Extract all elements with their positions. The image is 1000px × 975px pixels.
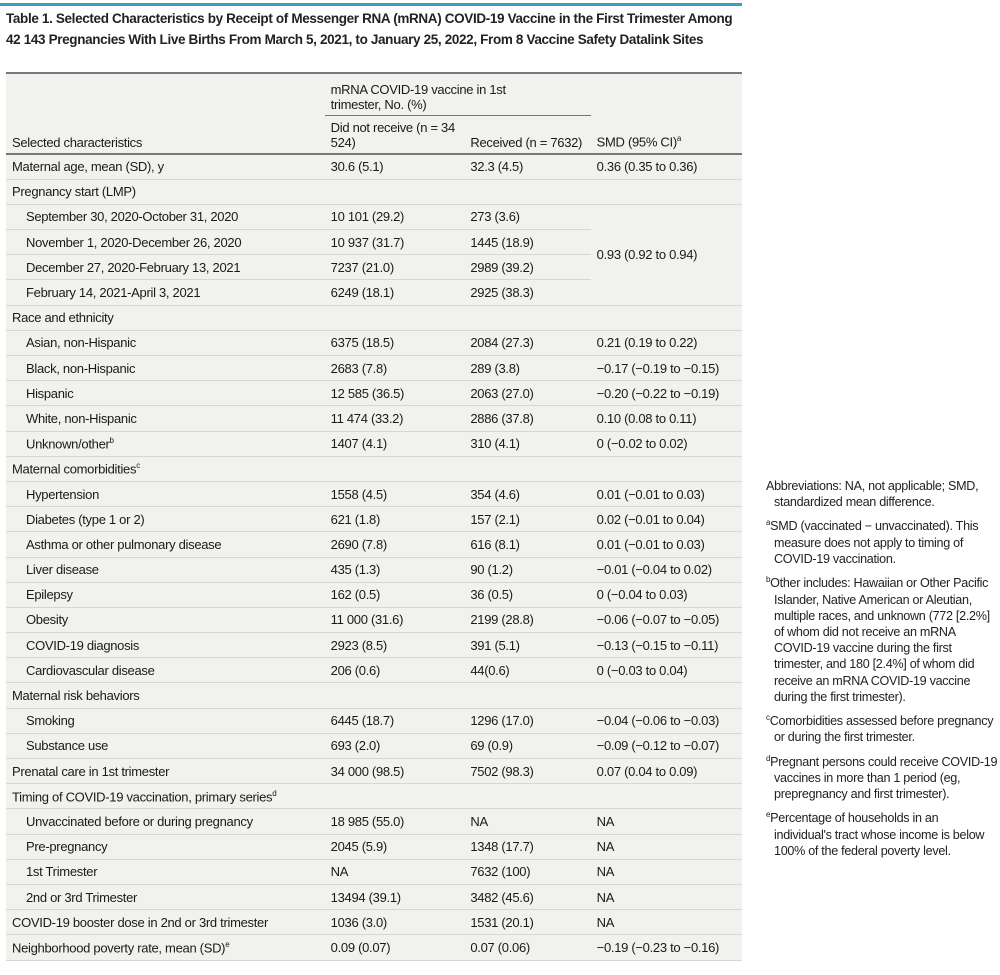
row-label — [6, 910, 325, 935]
row-label — [6, 658, 325, 683]
row-label-text: November 1, 2020-December 26, 2020 — [26, 234, 242, 250]
row-label-text: Hypertension — [26, 486, 99, 502]
received-cell: 1531 (20.1) — [464, 910, 590, 935]
received-cell: 0.07 (0.06) — [464, 935, 590, 960]
row-label — [6, 935, 325, 960]
table-row — [6, 381, 742, 406]
did-not-receive-cell: 30.6 (5.1) — [325, 154, 465, 180]
footnote — [766, 807, 998, 859]
row-label-text: Unknown/other — [26, 436, 110, 452]
empty-cell — [325, 456, 742, 481]
empty-cell — [325, 784, 742, 809]
received-cell: 36 (0.5) — [464, 582, 590, 607]
row-label — [6, 179, 325, 204]
row-label-text: Maternal comorbidities — [12, 461, 137, 477]
empty-cell — [325, 683, 742, 708]
footnote-text: Percentage of households in an individual's tract whose income is below 100% of the federal poverty level. — [770, 811, 985, 858]
row-label-text: Smoking — [26, 713, 75, 729]
footnote-mark: d — [272, 788, 277, 798]
characteristics-table — [6, 72, 742, 961]
row-label-text: Asian, non-Hispanic — [26, 335, 136, 351]
did-not-receive-cell: 12 585 (36.5) — [325, 381, 465, 406]
footnote-mark: c — [136, 461, 140, 471]
smd-cell: 0.93 (0.92 to 0.94) — [591, 204, 742, 305]
received-cell: 7632 (100) — [464, 859, 590, 884]
table-row — [6, 834, 742, 859]
did-not-receive-cell: 10 101 (29.2) — [325, 204, 465, 229]
row-label — [6, 784, 325, 809]
row-label-text: Timing of COVID-19 vaccination, primary series — [12, 788, 273, 804]
smd-cell: NA — [591, 884, 742, 909]
row-label — [6, 507, 325, 532]
smd-cell: 0 (−0.04 to 0.03) — [591, 582, 742, 607]
row-label-text: Pregnancy start (LMP) — [12, 184, 136, 200]
did-not-receive-cell: 693 (2.0) — [325, 733, 465, 758]
row-label — [6, 607, 325, 632]
row-label — [6, 809, 325, 834]
row-label — [6, 532, 325, 557]
footnote-text: SMD (vaccinated − unvaccinated). This measure does not apply to timing of COVID-19 vaccination. — [770, 519, 979, 566]
row-label-text: December 27, 2020-February 13, 2021 — [26, 259, 241, 275]
table-row — [6, 532, 742, 557]
received-cell: 391 (5.1) — [464, 633, 590, 658]
row-label-text: COVID-19 booster dose in 2nd or 3rd trimester — [12, 914, 269, 930]
footnote-text: Pregnant persons could receive COVID-19 vaccines in more than 1 period (eg, prepregnancy and first trimester). — [770, 754, 998, 802]
received-cell: 32.3 (4.5) — [464, 154, 590, 180]
smd-cell: 0 (−0.03 to 0.04) — [591, 658, 742, 683]
row-label-text: COVID-19 diagnosis — [26, 637, 140, 653]
row-label-text: September 30, 2020-October 31, 2020 — [26, 209, 239, 225]
row-label-text: Substance use — [26, 738, 109, 754]
row-label-text: Prenatal care in 1st trimester — [12, 763, 170, 779]
footnote-mark: c — [766, 713, 770, 723]
did-not-receive-cell: 206 (0.6) — [325, 658, 465, 683]
smd-cell: 0.01 (−0.01 to 0.03) — [591, 532, 742, 557]
row-label-text: Maternal age, mean (SD), y — [12, 159, 164, 175]
header-spacer — [591, 74, 742, 115]
received-cell: 44(0.6) — [464, 658, 590, 683]
received-cell: 310 (4.1) — [464, 431, 590, 456]
received-cell: 354 (4.6) — [464, 481, 590, 506]
smd-cell: −0.06 (−0.07 to −0.05) — [591, 607, 742, 632]
footnote-text: Abbreviations: NA, not applicable; SMD, standardized mean difference. — [766, 479, 979, 510]
footnote — [766, 515, 998, 567]
row-label-text: February 14, 2021-April 3, 2021 — [26, 285, 201, 301]
row-label — [6, 759, 325, 784]
table-row — [6, 607, 742, 632]
header-smd-label: SMD (95% CI) — [596, 134, 677, 150]
did-not-receive-cell: 621 (1.8) — [325, 507, 465, 532]
did-not-receive-cell: NA — [325, 859, 465, 884]
smd-cell: 0 (−0.02 to 0.02) — [591, 431, 742, 456]
smd-cell: −0.13 (−0.15 to −0.11) — [591, 633, 742, 658]
received-cell: 1445 (18.9) — [464, 230, 590, 255]
smd-cell: 0.07 (0.04 to 0.09) — [591, 759, 742, 784]
did-not-receive-cell: 1558 (4.5) — [325, 481, 465, 506]
did-not-receive-cell: 1036 (3.0) — [325, 910, 465, 935]
row-label-text: Unvaccinated before or during pregnancy — [26, 813, 253, 829]
table-row — [6, 733, 742, 758]
row-label — [6, 204, 325, 229]
smd-cell: −0.17 (−0.19 to −0.15) — [591, 356, 742, 381]
smd-cell: −0.04 (−0.06 to −0.03) — [591, 708, 742, 733]
header-did-not-receive: Did not receive (n = 34 524) — [325, 115, 465, 154]
smd-cell: NA — [591, 834, 742, 859]
row-label — [6, 481, 325, 506]
received-cell: 1296 (17.0) — [464, 708, 590, 733]
received-cell: 69 (0.9) — [464, 733, 590, 758]
did-not-receive-cell: 11 000 (31.6) — [325, 607, 465, 632]
table-row — [6, 759, 742, 784]
did-not-receive-cell: 13494 (39.1) — [325, 884, 465, 909]
table-row — [6, 431, 742, 456]
section-row — [6, 683, 742, 708]
table-row — [6, 204, 742, 229]
row-label — [6, 381, 325, 406]
table-row — [6, 507, 742, 532]
header-characteristics: Selected characteristics — [6, 115, 325, 154]
row-label-text: Diabetes (type 1 or 2) — [26, 511, 145, 527]
footnote — [766, 751, 998, 803]
did-not-receive-cell: 7237 (21.0) — [325, 255, 465, 280]
table-row — [6, 809, 742, 834]
section-row — [6, 784, 742, 809]
smd-cell: −0.09 (−0.12 to −0.07) — [591, 733, 742, 758]
header-received: Received (n = 7632) — [464, 115, 590, 154]
row-label — [6, 356, 325, 381]
received-cell: 289 (3.8) — [464, 356, 590, 381]
row-label-text: Liver disease — [26, 562, 99, 578]
row-label-text: Black, non-Hispanic — [26, 360, 136, 376]
section-row — [6, 305, 742, 330]
table-title: Table 1. Selected Characteristics by Receipt of Messenger RNA (mRNA) COVID-19 Vaccine in the First Trimester Among 42 143 Pregnancies With Live Births From March 5, 2021, to January 25, 2022, From 8 Vaccine Safety Datalink Sites — [6, 11, 733, 47]
received-cell: 273 (3.6) — [464, 204, 590, 229]
section-row — [6, 456, 742, 481]
smd-cell: −0.01 (−0.04 to 0.02) — [591, 557, 742, 582]
row-label — [6, 305, 325, 330]
header-vaccine-group: mRNA COVID-19 vaccine in 1st trimester, No. (%) — [325, 74, 591, 115]
row-label-text: Obesity — [26, 612, 68, 628]
row-label-text: Race and ethnicity — [12, 310, 114, 326]
table-row — [6, 356, 742, 381]
row-label — [6, 884, 325, 909]
received-cell: 7502 (98.3) — [464, 759, 590, 784]
received-cell: 2063 (27.0) — [464, 381, 590, 406]
smd-cell: NA — [591, 910, 742, 935]
did-not-receive-cell: 2683 (7.8) — [325, 356, 465, 381]
did-not-receive-cell: 0.09 (0.07) — [325, 935, 465, 960]
footnote — [766, 478, 998, 510]
table-row — [6, 557, 742, 582]
section-row — [6, 179, 742, 204]
footnote-text: Other includes: Hawaiian or Other Pacific Islander, Native American or Aleutian, multiple races, and unknown (772 [2.2%] of whom did not receive an mRNA COVID-19 vaccine during the first trimester, and 180 [2.4%] of whom did receive an mRNA COVID-19 vaccine during the first trimester). — [770, 576, 990, 704]
top-accent-rule — [0, 3, 742, 6]
received-cell: 2925 (38.3) — [464, 280, 590, 305]
footnote — [766, 710, 998, 746]
smd-cell: 0.02 (−0.01 to 0.04) — [591, 507, 742, 532]
footnote-mark: e — [225, 939, 230, 949]
row-label — [6, 255, 325, 280]
table-row — [6, 859, 742, 884]
row-label — [6, 456, 325, 481]
did-not-receive-cell: 2923 (8.5) — [325, 633, 465, 658]
smd-cell: 0.10 (0.08 to 0.11) — [591, 406, 742, 431]
did-not-receive-cell: 162 (0.5) — [325, 582, 465, 607]
footnote-mark: e — [766, 810, 771, 820]
footnote-mark: a — [676, 134, 682, 144]
row-label-text: Neighborhood poverty rate, mean (SD) — [12, 940, 226, 956]
row-label-text: 2nd or 3rd Trimester — [26, 889, 138, 905]
did-not-receive-cell: 10 937 (31.7) — [325, 230, 465, 255]
received-cell: 2084 (27.3) — [464, 330, 590, 355]
header-smd — [591, 115, 742, 154]
smd-cell: 0.01 (−0.01 to 0.03) — [591, 481, 742, 506]
did-not-receive-cell: 34 000 (98.5) — [325, 759, 465, 784]
table-row — [6, 481, 742, 506]
table-row — [6, 708, 742, 733]
received-cell: 3482 (45.6) — [464, 884, 590, 909]
row-label — [6, 859, 325, 884]
footnote-text: Comorbidities assessed before pregnancy or during the first trimester. — [769, 714, 994, 745]
received-cell: 616 (8.1) — [464, 532, 590, 557]
header-spacer — [6, 74, 325, 115]
smd-cell: −0.20 (−0.22 to −0.19) — [591, 381, 742, 406]
table-row — [6, 582, 742, 607]
did-not-receive-cell: 6249 (18.1) — [325, 280, 465, 305]
footnote — [766, 572, 998, 705]
row-label — [6, 280, 325, 305]
footnote-mark: d — [766, 753, 771, 763]
row-label-text: Pre-pregnancy — [26, 839, 108, 855]
table-row — [6, 633, 742, 658]
table-row — [6, 406, 742, 431]
row-label — [6, 733, 325, 758]
smd-cell: NA — [591, 859, 742, 884]
row-label-text: Epilepsy — [26, 587, 73, 603]
footnote-mark: a — [766, 518, 771, 528]
row-label — [6, 633, 325, 658]
smd-cell: 0.21 (0.19 to 0.22) — [591, 330, 742, 355]
table-row — [6, 935, 742, 960]
did-not-receive-cell: 435 (1.3) — [325, 557, 465, 582]
smd-cell: −0.19 (−0.23 to −0.16) — [591, 935, 742, 960]
row-label-text: Hispanic — [26, 385, 74, 401]
received-cell: 2989 (39.2) — [464, 255, 590, 280]
table-row — [6, 154, 742, 180]
smd-cell: NA — [591, 809, 742, 834]
did-not-receive-cell: 2690 (7.8) — [325, 532, 465, 557]
did-not-receive-cell: 6375 (18.5) — [325, 330, 465, 355]
did-not-receive-cell: 1407 (4.1) — [325, 431, 465, 456]
row-label — [6, 330, 325, 355]
footnotes — [766, 478, 998, 864]
row-label — [6, 154, 325, 180]
footnote-mark: b — [766, 575, 771, 585]
row-label — [6, 834, 325, 859]
smd-cell: 0.36 (0.35 to 0.36) — [591, 154, 742, 180]
row-label-text: White, non-Hispanic — [26, 410, 137, 426]
row-label — [6, 557, 325, 582]
table-row — [6, 658, 742, 683]
row-label — [6, 582, 325, 607]
table-row — [6, 884, 742, 909]
received-cell: 90 (1.2) — [464, 557, 590, 582]
empty-cell — [325, 305, 742, 330]
received-cell: 157 (2.1) — [464, 507, 590, 532]
table-row — [6, 910, 742, 935]
empty-cell — [325, 179, 742, 204]
footnote-mark: b — [109, 435, 114, 445]
row-label — [6, 230, 325, 255]
row-label-text: Cardiovascular disease — [26, 662, 155, 678]
received-cell: 2886 (37.8) — [464, 406, 590, 431]
table-row — [6, 330, 742, 355]
did-not-receive-cell: 18 985 (55.0) — [325, 809, 465, 834]
row-label — [6, 683, 325, 708]
row-label-text: Asthma or other pulmonary disease — [26, 536, 222, 552]
received-cell: NA — [464, 809, 590, 834]
did-not-receive-cell: 6445 (18.7) — [325, 708, 465, 733]
row-label — [6, 708, 325, 733]
row-label — [6, 406, 325, 431]
row-label — [6, 431, 325, 456]
row-label-text: Maternal risk behaviors — [12, 688, 140, 704]
received-cell: 2199 (28.8) — [464, 607, 590, 632]
did-not-receive-cell: 2045 (5.9) — [325, 834, 465, 859]
did-not-receive-cell: 11 474 (33.2) — [325, 406, 465, 431]
row-label-text: 1st Trimester — [26, 864, 98, 880]
received-cell: 1348 (17.7) — [464, 834, 590, 859]
